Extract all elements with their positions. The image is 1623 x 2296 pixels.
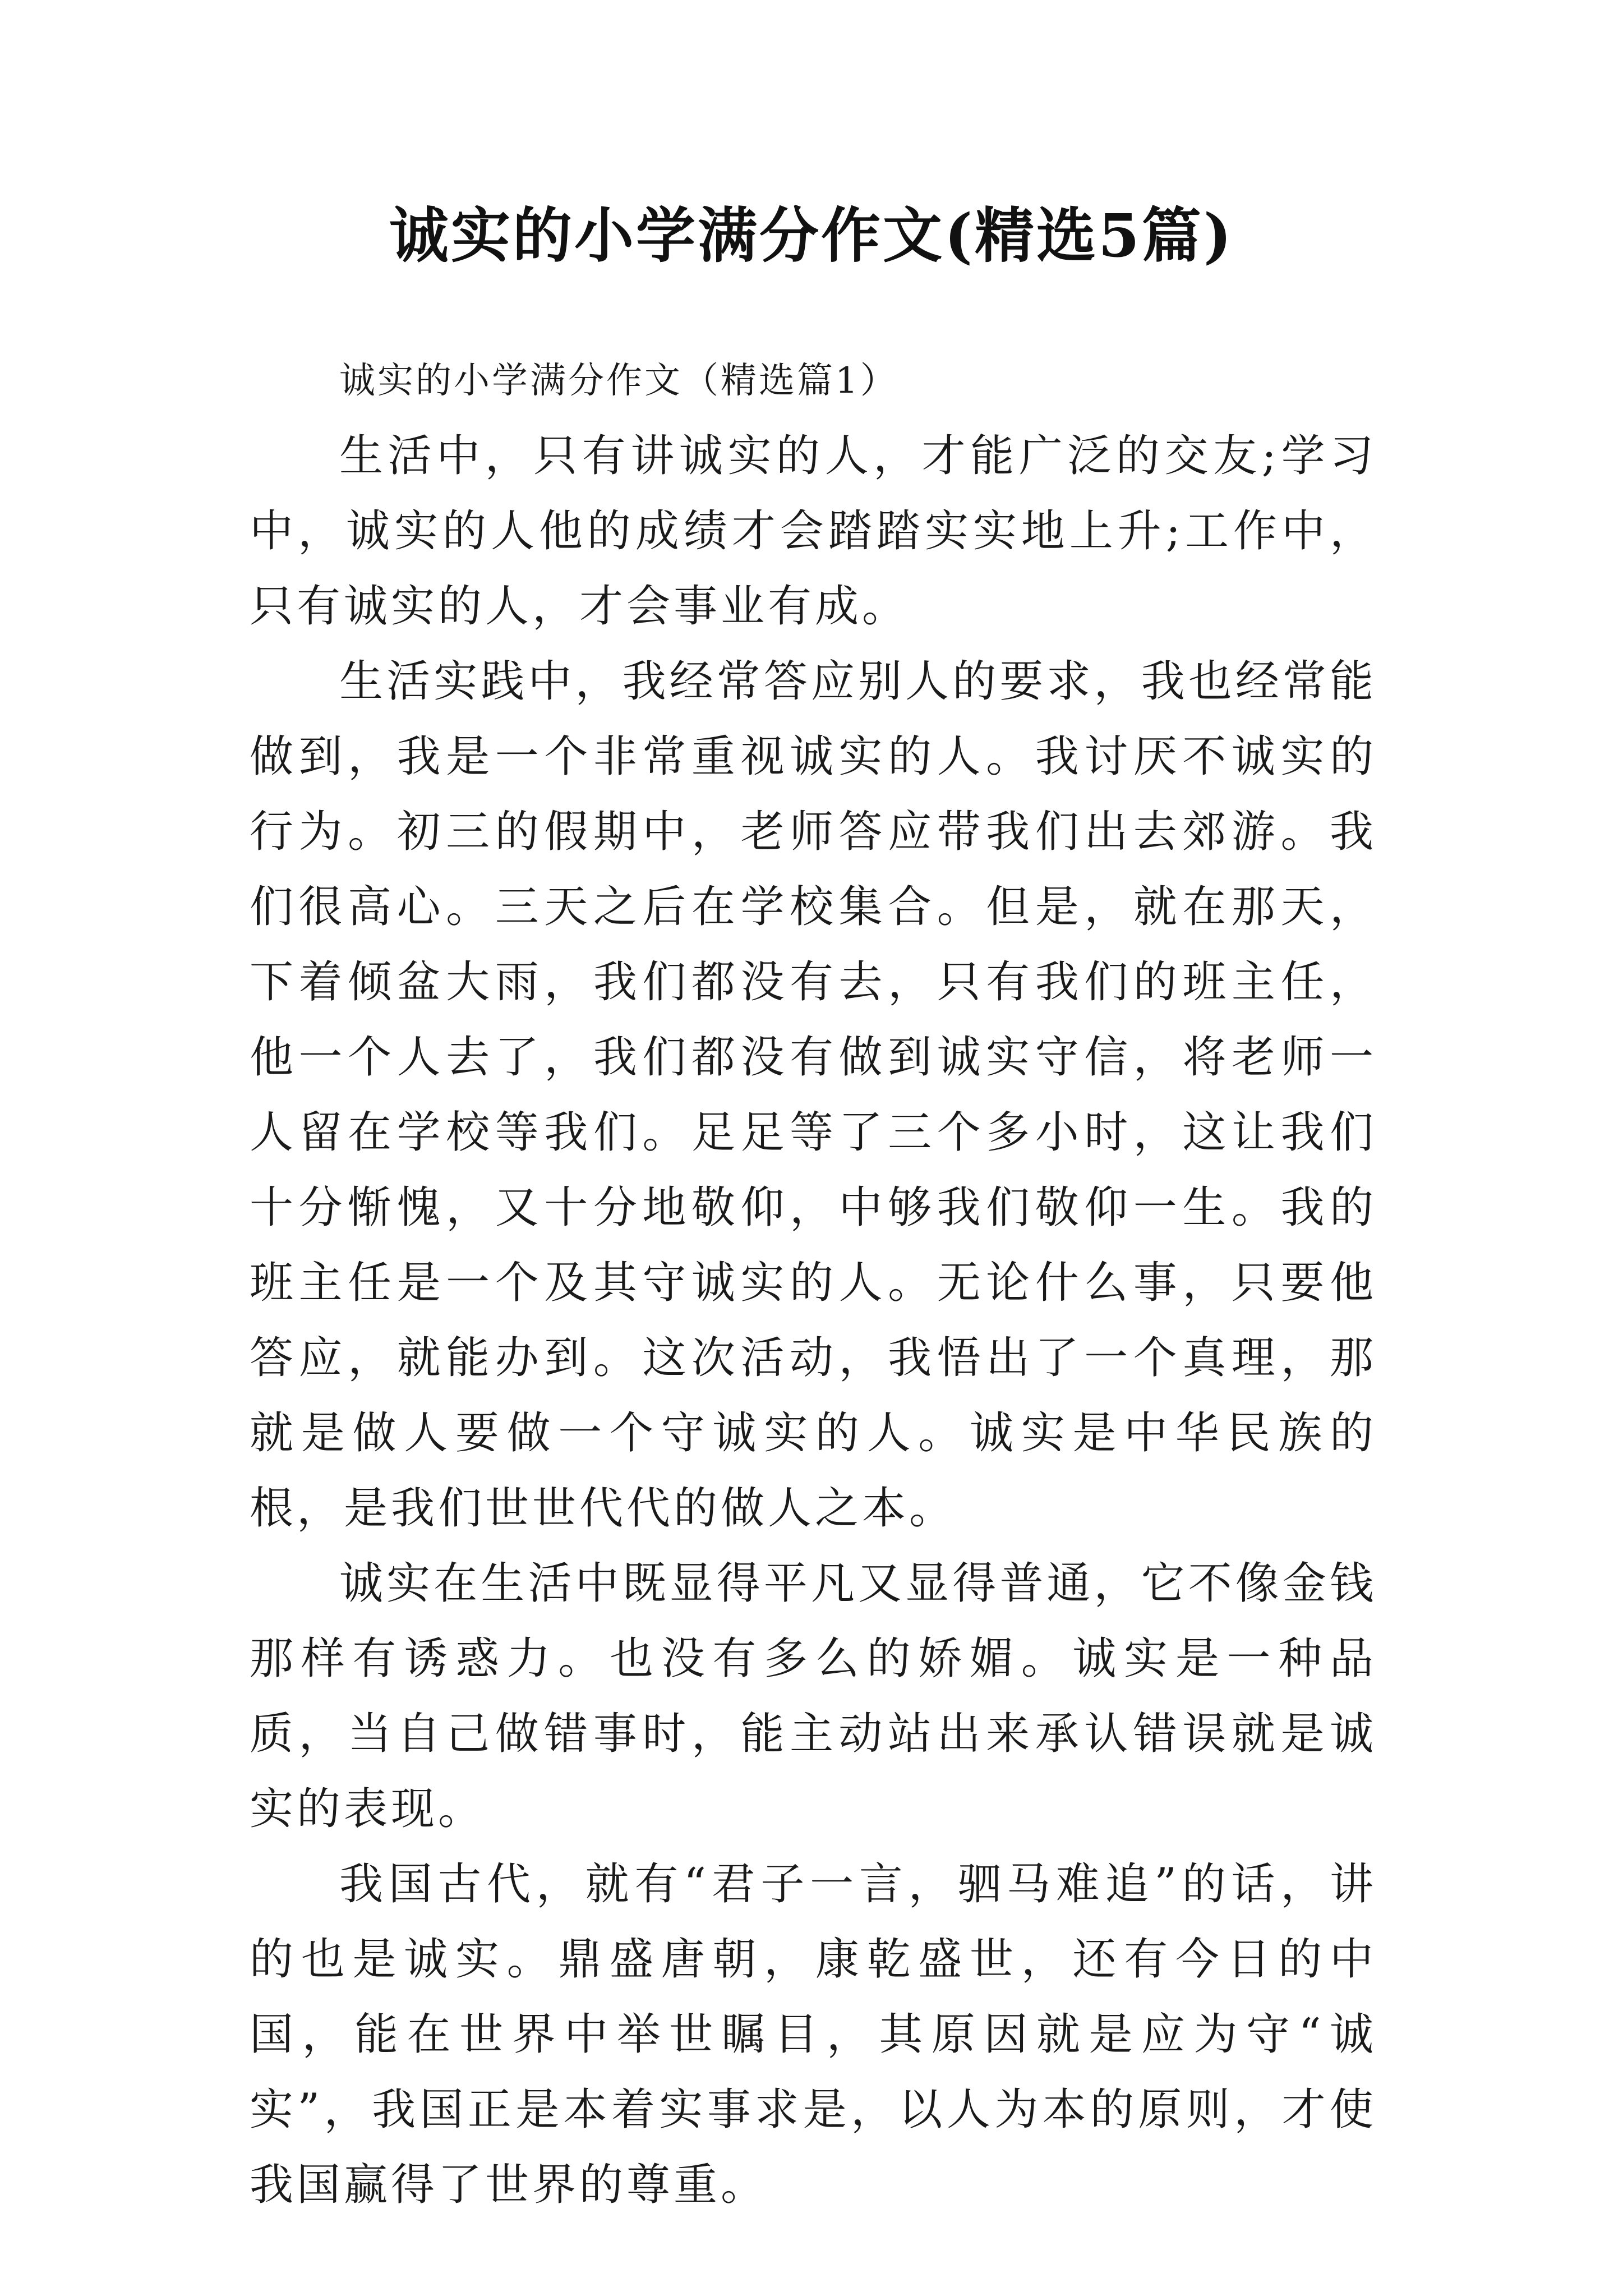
document-body (250, 343, 1377, 2223)
paragraph-2: 生活实践中，我经常答应别人的要求，我也经常能做到，我是一个非常重视诚实的人。我讨厌不诚实的行为。初三的假期中，老师答应带我们出去郊游。我们很高心。三天之后在学校集合。但是，就在那天，下着倾盆大雨，我们都没有去，只有我们的班主任，他一个人去了，我们都没有做到诚实守信，将老师一人留在学校等我们。足足等了三个多小时，这让我们十分惭愧，又十分地敬仰，中够我们敬仰一生。我的班主任是一个及其守诚实的人。无论什么事，只要他答应，就能办到。这次活动，我悟出了一个真理，那就是做人要做一个守诚实的人。诚实是中华民族的根，是我们世世代代的做人之本。 (250, 656, 1377, 1534)
paragraph-1: 生活中，只有讲诚实的人，才能广泛的交友;学习中，诚实的人他的成绩才会踏踏实实地上升;工作中，只有诚实的人，才会事业有成。 (250, 431, 1377, 632)
paragraph-3: 诚实在生活中既显得平凡又显得普通，它不像金钱那样有诱惑力。也没有多么的娇媚。诚实是一种品质，当自己做错事时，能主动站出来承认错误就是诚实的表现。 (250, 1558, 1377, 1834)
page-title: 诚实的小学满分作文(精选5篇) (389, 200, 1234, 270)
section-heading: 诚实的小学满分作文（精选篇1） (339, 360, 898, 402)
paragraph-4: 我国古代，就有“君子一言，驷马难追”的话，讲的也是诚实。鼎盛唐朝，康乾盛世，还有今日的中国，能在世界中举世瞩目，其原因就是应为守“诚实”，我国正是本着实事求是，以人为本的原则，才使我国赢得了世界的尊重。 (250, 1859, 1377, 2210)
